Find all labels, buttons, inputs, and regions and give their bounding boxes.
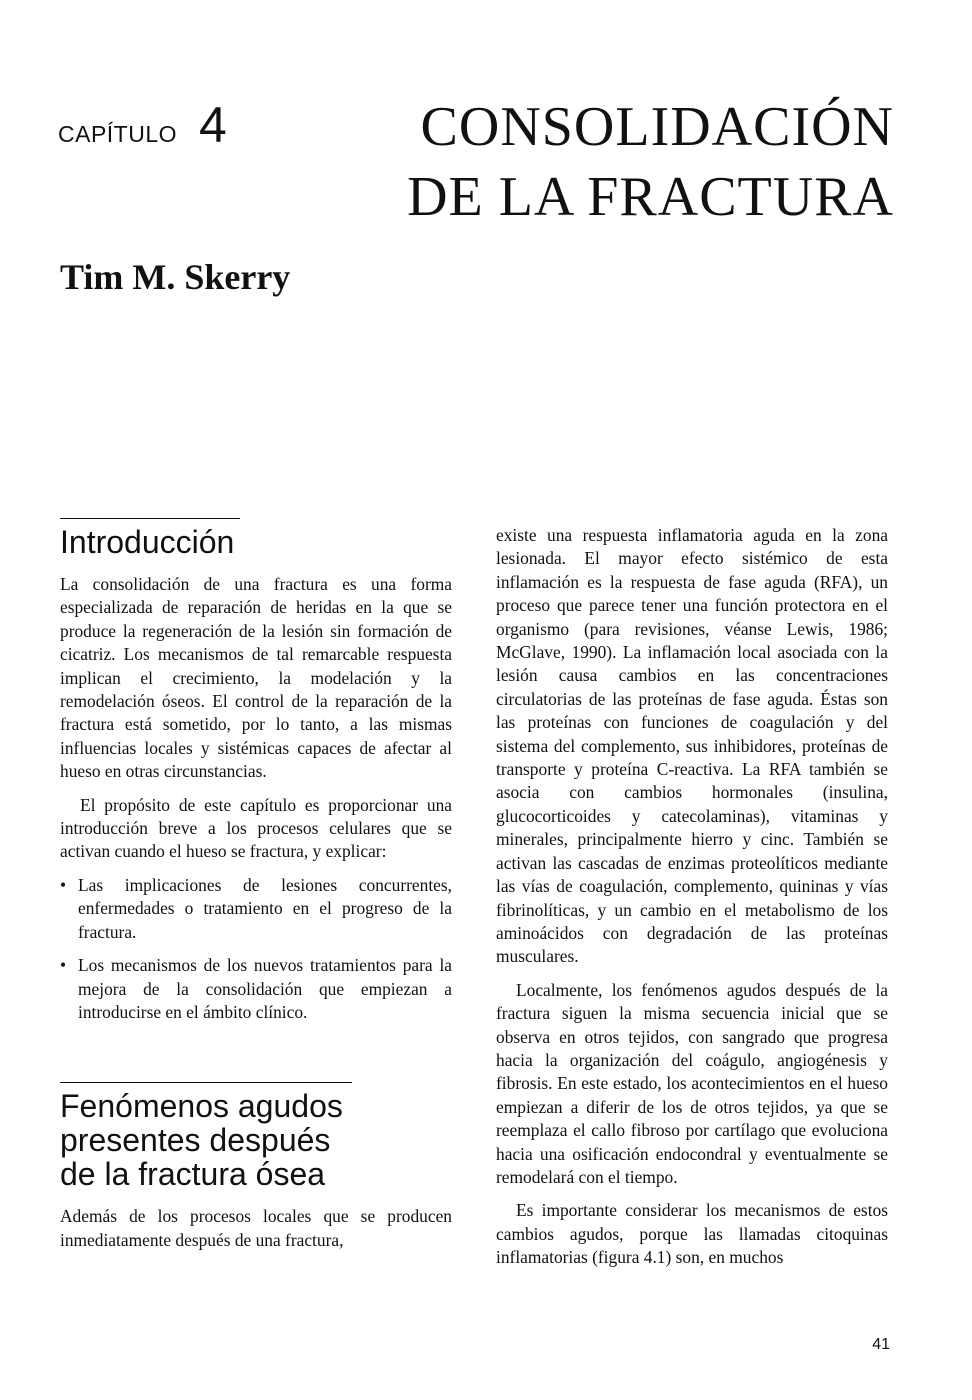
author-name: Tim M. Skerry	[60, 257, 291, 297]
right-paragraph-1: existe una respuesta inflamatoria aguda en la zona lesionada. El mayor efecto sistémico de esta inflamación es la respuesta de fase aguda (RFA), un proceso que parece tener una función protectora en el organismo (para revisiones, véanse Lewis, 1986; McGlave, 1990). La inflamación local asociada con la lesión causa cambios en las concentraciones circulatorias de las proteínas de fase aguda. Éstas son las proteínas con funciones de coagulación y del sistema del complemento, sus inhibidores, proteínas de transporte y proteína C-reactiva. La RFA también se asocia con cambios hormonales (insulina, glucocorticoides y catecolaminas), vitaminas y minerales, principalmente hierro y cinc. También se activan las cascadas de enzimas proteolíticos mediante las vías de coagulación, complemento, quininas y vías fibrinolíticas, y un cambio en el metabolismo de los aminoácidos con degradación de las proteínas musculares.	[496, 525, 888, 967]
bullet-item: • Las implicaciones de lesiones concurrentes, enfermedades o tratamiento en el progreso de la fractura.	[60, 874, 452, 944]
chapter-word: CAPÍTULO	[58, 121, 178, 147]
section-heading-intro: Introducción	[60, 524, 235, 560]
intro-paragraph-1: La consolidación de una fractura es una forma especializada de reparación de heridas en la que se produce la regeneración de la lesión sin formación de cicatriz. Los mecanismos de tal remarcable respuesta implican el crecimiento, la modelación y la remodelación óseos. El control de la reparación de la fractura está sometido, por lo tanto, a las mismas influencias locales y sistémicas capaces de afectar al hueso en otras circunstancias.	[60, 574, 452, 782]
section-heading-line: Fenómenos agudos	[60, 1088, 343, 1125]
right-paragraph-2: Localmente, los fenómenos agudos después de la fractura siguen la misma secuencia inicial que se observa en otros tejidos, con sangrado que progresa hacia la organización del coágulo, angiogénesis y fibrosis. En este estado, los acontecimientos en el hueso empiezan a diferir de los de otros tejidos, ya que se reemplaza el callo fibroso por cartílago que evoluciona hacia una osificación endocondral y eventualmente se remodelará con el tiempo.	[496, 979, 888, 1187]
right-paragraph-3: Es importante considerar los mecanismos de estos cambios agudos, porque las llamadas citoquinas inflamatorias (figura 4.1) son, en muchos	[496, 1200, 888, 1268]
section-heading-line: de la fractura ósea	[60, 1156, 326, 1193]
section-heading-acute	[60, 1089, 452, 1191]
chapter-number: 4	[199, 97, 227, 153]
bullet-list	[60, 874, 452, 1024]
bullet-item: • Los mecanismos de los nuevos tratamientos para la mejora de la consolidación que empiezan a introducirse en el ámbito clínico.	[60, 954, 452, 1024]
section-rule	[60, 1082, 352, 1083]
left-column	[60, 518, 452, 1252]
section-rule	[60, 518, 240, 519]
page-number: 41	[872, 1336, 890, 1353]
intro-paragraph-2: El propósito de este capítulo es proporcionar una introducción breve a los procesos celulares que se activan cuando el hueso se fractura, y explicar:	[60, 794, 452, 862]
acute-paragraph-1: Además de los procesos locales que se producen inmediatamente después de una fractura,	[60, 1206, 452, 1250]
section-heading-line: presentes después	[60, 1122, 331, 1159]
section-spacer	[60, 1024, 452, 1082]
chapter-title-line-2: DE LA FRACTURA	[407, 166, 894, 228]
chapter-title	[374, 92, 894, 232]
right-column	[496, 524, 888, 1270]
chapter-title-line-1: CONSOLIDACIÓN	[420, 96, 894, 158]
chapter-label	[58, 96, 227, 154]
